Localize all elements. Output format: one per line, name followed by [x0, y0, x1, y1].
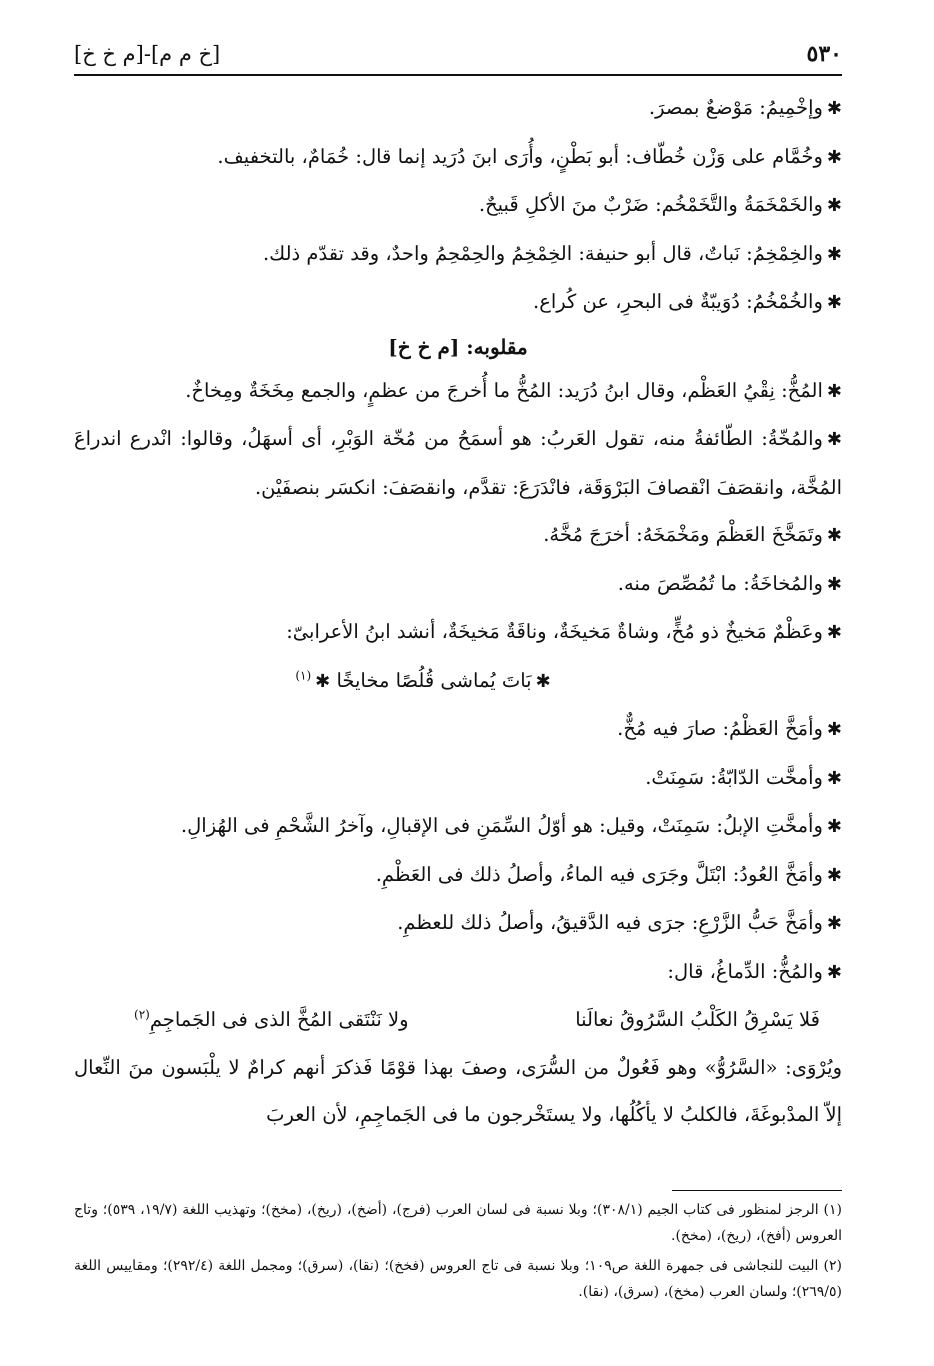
asterisk-icon: ✱ — [826, 525, 842, 546]
closing-paragraph: ويُرْوَى: «السَّرُوُّ» وهو فَعُولٌ من السُّرَى، وصفَ بهذا قوْمًا فَذكرَ أنهم كرامٌ لا يلْبَسون منَ النِّعال إلاّ المدْبوغَةَ، فالكلبُ لا يأكُلُها، ولا يستَخْرجون ما فى الجَماجِمِ، لأن العربَ — [74, 1055, 842, 1126]
running-title: [خ م م]-[م خ خ] — [74, 42, 221, 66]
asterisk-icon: ✱ — [826, 195, 842, 216]
asterisk-icon: ✱ — [826, 816, 842, 837]
asterisk-icon: ✱ — [826, 146, 842, 168]
page-number: ٥٣٠ — [806, 41, 842, 67]
poetry-verse — [74, 996, 842, 1044]
footnotes — [74, 1190, 842, 1309]
entry: ✱والمُخُّ: الدِّماغُ، قال: — [667, 959, 842, 983]
quote-text: بَاتَ يُماشى قُلُصًا مخايخًا — [336, 668, 532, 692]
asterisk-icon: ✱ — [826, 98, 842, 119]
asterisk-icon: ✱ — [826, 380, 842, 402]
asterisk-icon: ✱ — [826, 243, 842, 265]
entry: ✱وأمَخَّ العَظْمُ: صارَ فيه مُخٌّ. — [617, 717, 842, 740]
entry: ✱والمُخاخَةُ: ما تُمُصِّصَ منه. — [617, 571, 842, 595]
entry: ✱والخَمْخَمَةُ والتَّخَمْخُم: ضَرْبٌ منَ الأكلِ قَبيحٌ. — [478, 193, 842, 216]
entry: ✱المُخُّ: نِقْيُ العَظْم، وقال ابنُ دُرَيد: المُخُّ ما أُخرجَ من عظمٍ، والجمع مِخَخَةٌ ومِخاخٌ. — [185, 378, 842, 402]
verse-hemistich-2: ولا نَنْتَقى المُخَّ الذى فى الجَماجِمِ$^{(٢)}$ — [134, 1007, 409, 1031]
entry: ✱والمُخّةُ: الطّائفةُ منه، تقول العَربُ: هو أسمَحُ من مُخّة الوَبْرِ، أى أسهَلُ، وقالوا: انْدرع اندراعَ المُخَّة، وانقصَفَ انْقصافَ البَرْوَقَة، فانْدَرَعَ: تقدَّم، وانقصَفَ: انكسَر بنصفَيْن. — [74, 427, 842, 499]
entry: ✱وعَظْمٌ مَخيخٌ ذو مُخٍّ، وشاةٌ مَخيخَةٌ، وناقَةٌ مَخيخَةٌ، أنشد ابنُ الأعرابىّ: — [286, 620, 842, 643]
asterisk-icon: ✱ — [826, 719, 842, 740]
footnote: (١) الرجز لمنظور فى كتاب الجيم (٣٠٨/١)؛ وبلا نسبة فى لسان العرب (فرج)، (أضخ)، (ريخ)، (مخخ)؛ وتهذيب اللغة (١٩/٧، ٥٣٩)؛ وتاج العروس (أفخ)، (ريخ)، (مخخ). — [74, 1202, 842, 1244]
entry: ✱وأمخَّت الدّابّةُ: سَمِنَتْ. — [645, 765, 842, 789]
asterisk-icon: ✱ — [826, 573, 842, 595]
asterisk-icon: ✱ — [315, 670, 331, 692]
asterisk-icon: ✱ — [826, 767, 842, 789]
entry: ✱وأمَخَّ العُودُ: ابْتَلَّ وجَرَى فيه الماءُ، وأصلُ ذلك فى العَظْمِ. — [375, 862, 842, 886]
verse-hemistich-1: فَلا يَسْرِقُ الكَلْبُ السَّرُوقُ نعالَنا — [575, 1008, 820, 1031]
asterisk-icon: ✱ — [826, 622, 842, 643]
entry: ✱والخُمْخُمُ: دُوَيبّةٌ فى البحرِ، عن كُراع. — [533, 290, 842, 313]
entry: ✱وإخْمِيمُ: مَوْضعٌ بمصرَ. — [648, 96, 842, 119]
page-body — [74, 84, 842, 1139]
footnote-divider — [672, 1190, 842, 1191]
entry: ✱وتَمَخَّخَ العَظْمَ ومَخْمَخَهُ: أخرَجَ مُخَّهُ. — [543, 523, 842, 546]
entry: ✱والخِمْخِمُ: نَباتٌ، قال أبو حنيفة: الخِمْخِمُ والحِمْحِمُ واحدٌ، وقد تقدّم ذلك. — [262, 241, 842, 265]
asterisk-icon: ✱ — [826, 864, 842, 886]
entry: ✱وخُمَّام على وَزْن خُطّاف: أبو بَطْنٍ، وأُرَى ابنَ دُرَيد إنما قال: خُمَامٌ، بالتخفيف. — [217, 144, 842, 168]
entry: ✱وأمخَّتِ الإبلُ: سَمِنَتْ، وقيل: هو أوّلُ السِّمَنِ فى الإقبالِ، وآخرُ الشَّحْمِ فى الهُزالِ. — [180, 814, 842, 837]
footnote: (٢) البيت للنجاشى فى جمهرة اللغة ص١٠٩؛ وبلا نسبة فى تاج العروس (فخخ)؛ (نقا)، (سرق)؛ ومجمل اللغة (٢٩٢/٤)؛ ومقاييس اللغة (٢٦٩/٥)؛ ولسان العرب (مخخ)، (سرق)، (نقا). — [74, 1258, 842, 1300]
asterisk-icon: ✱ — [826, 429, 842, 450]
page-header — [74, 34, 842, 76]
section-title: مقلوبه: [م خ خ] — [388, 334, 528, 359]
asterisk-icon: ✱ — [826, 961, 842, 983]
footnote-ref: (٢) — [134, 1007, 150, 1022]
asterisk-icon: ✱ — [826, 913, 842, 934]
quoted-verse — [74, 657, 842, 706]
entry: ✱وأمَخَّ حَبُّ الزَّرْعِ: جرَى فيه الدَّقيقُ، وأصلُ ذلك للعظمِ. — [397, 911, 842, 934]
asterisk-icon: ✱ — [826, 292, 842, 313]
footnote-ref: (١) — [295, 668, 312, 682]
asterisk-icon: ✱ — [535, 670, 551, 692]
